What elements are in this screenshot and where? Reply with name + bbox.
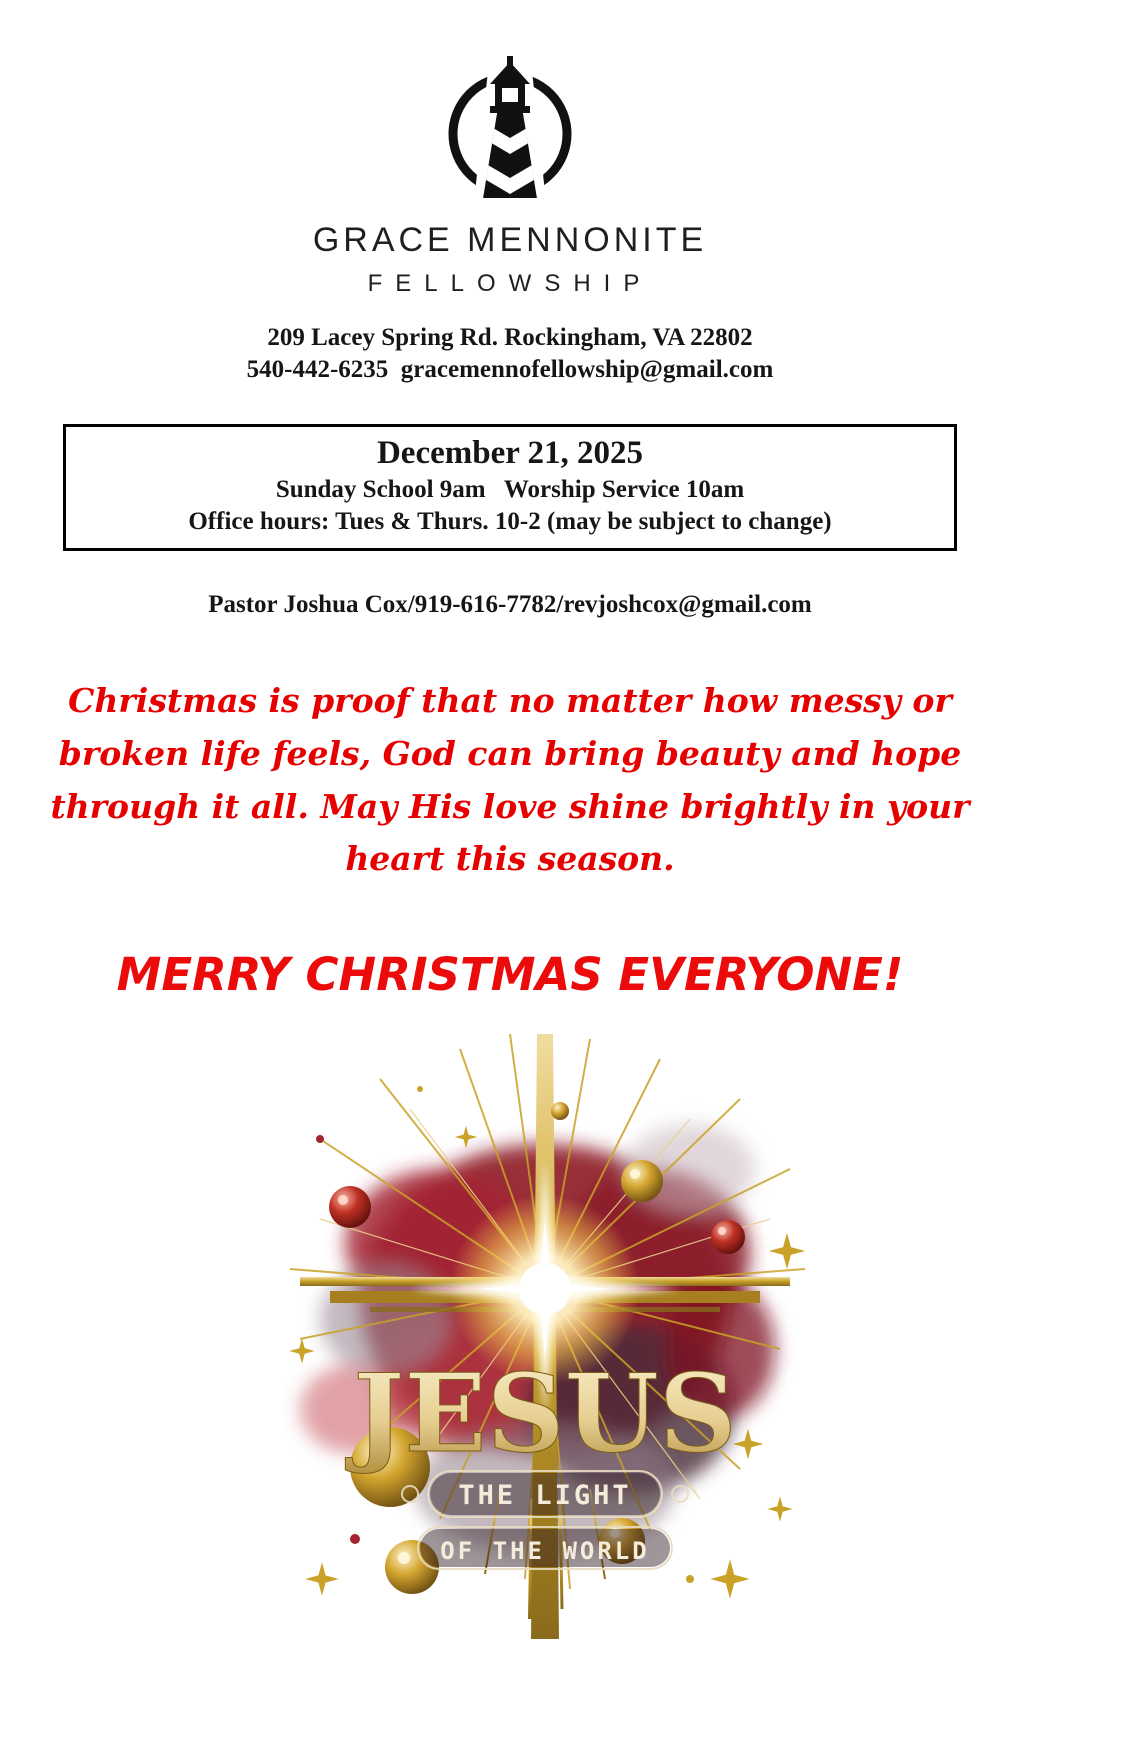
church-logo [435, 52, 585, 207]
artwork-subtitle-line1: THE LIGHT [458, 1480, 632, 1512]
office-hours: Office hours: Tues & Thurs. 10-2 (may be subject to change) [188, 508, 832, 535]
church-subname: FELLOWSHIP [367, 270, 653, 297]
artwork-title: JESUS [353, 1351, 737, 1478]
service-info-box [63, 424, 957, 551]
service-schedule: Sunday School 9am Worship Service 10am [275, 476, 745, 503]
pastor-contact: Pastor Joshua Cox/919-616-7782/revjoshcox@gmail.com [208, 591, 812, 618]
church-name: GRACE MENNONITE [312, 221, 708, 259]
service-date: December 21, 2025 [376, 435, 644, 471]
lighthouse-logo-icon [435, 52, 585, 202]
artwork-subtitle-line2: OF THE WORLD [440, 1537, 650, 1566]
jesus-light-of-world-artwork [260, 1019, 820, 1639]
church-address: 209 Lacey Spring Rd. Rockingham, VA 22802 [267, 324, 753, 351]
merry-christmas-greeting: MERRY CHRISTMAS EVERYONE! [116, 948, 904, 1002]
church-phone-email: 540-442-6235 gracemennofellowship@gmail.com [246, 356, 774, 383]
jesus-artwork-svg [260, 1019, 820, 1639]
christmas-quote: Christmas is proof that no matter how messy or broken life feels, God can bring beauty and hope through it all. May His love shine brightly in your heart this season. [50, 681, 970, 879]
